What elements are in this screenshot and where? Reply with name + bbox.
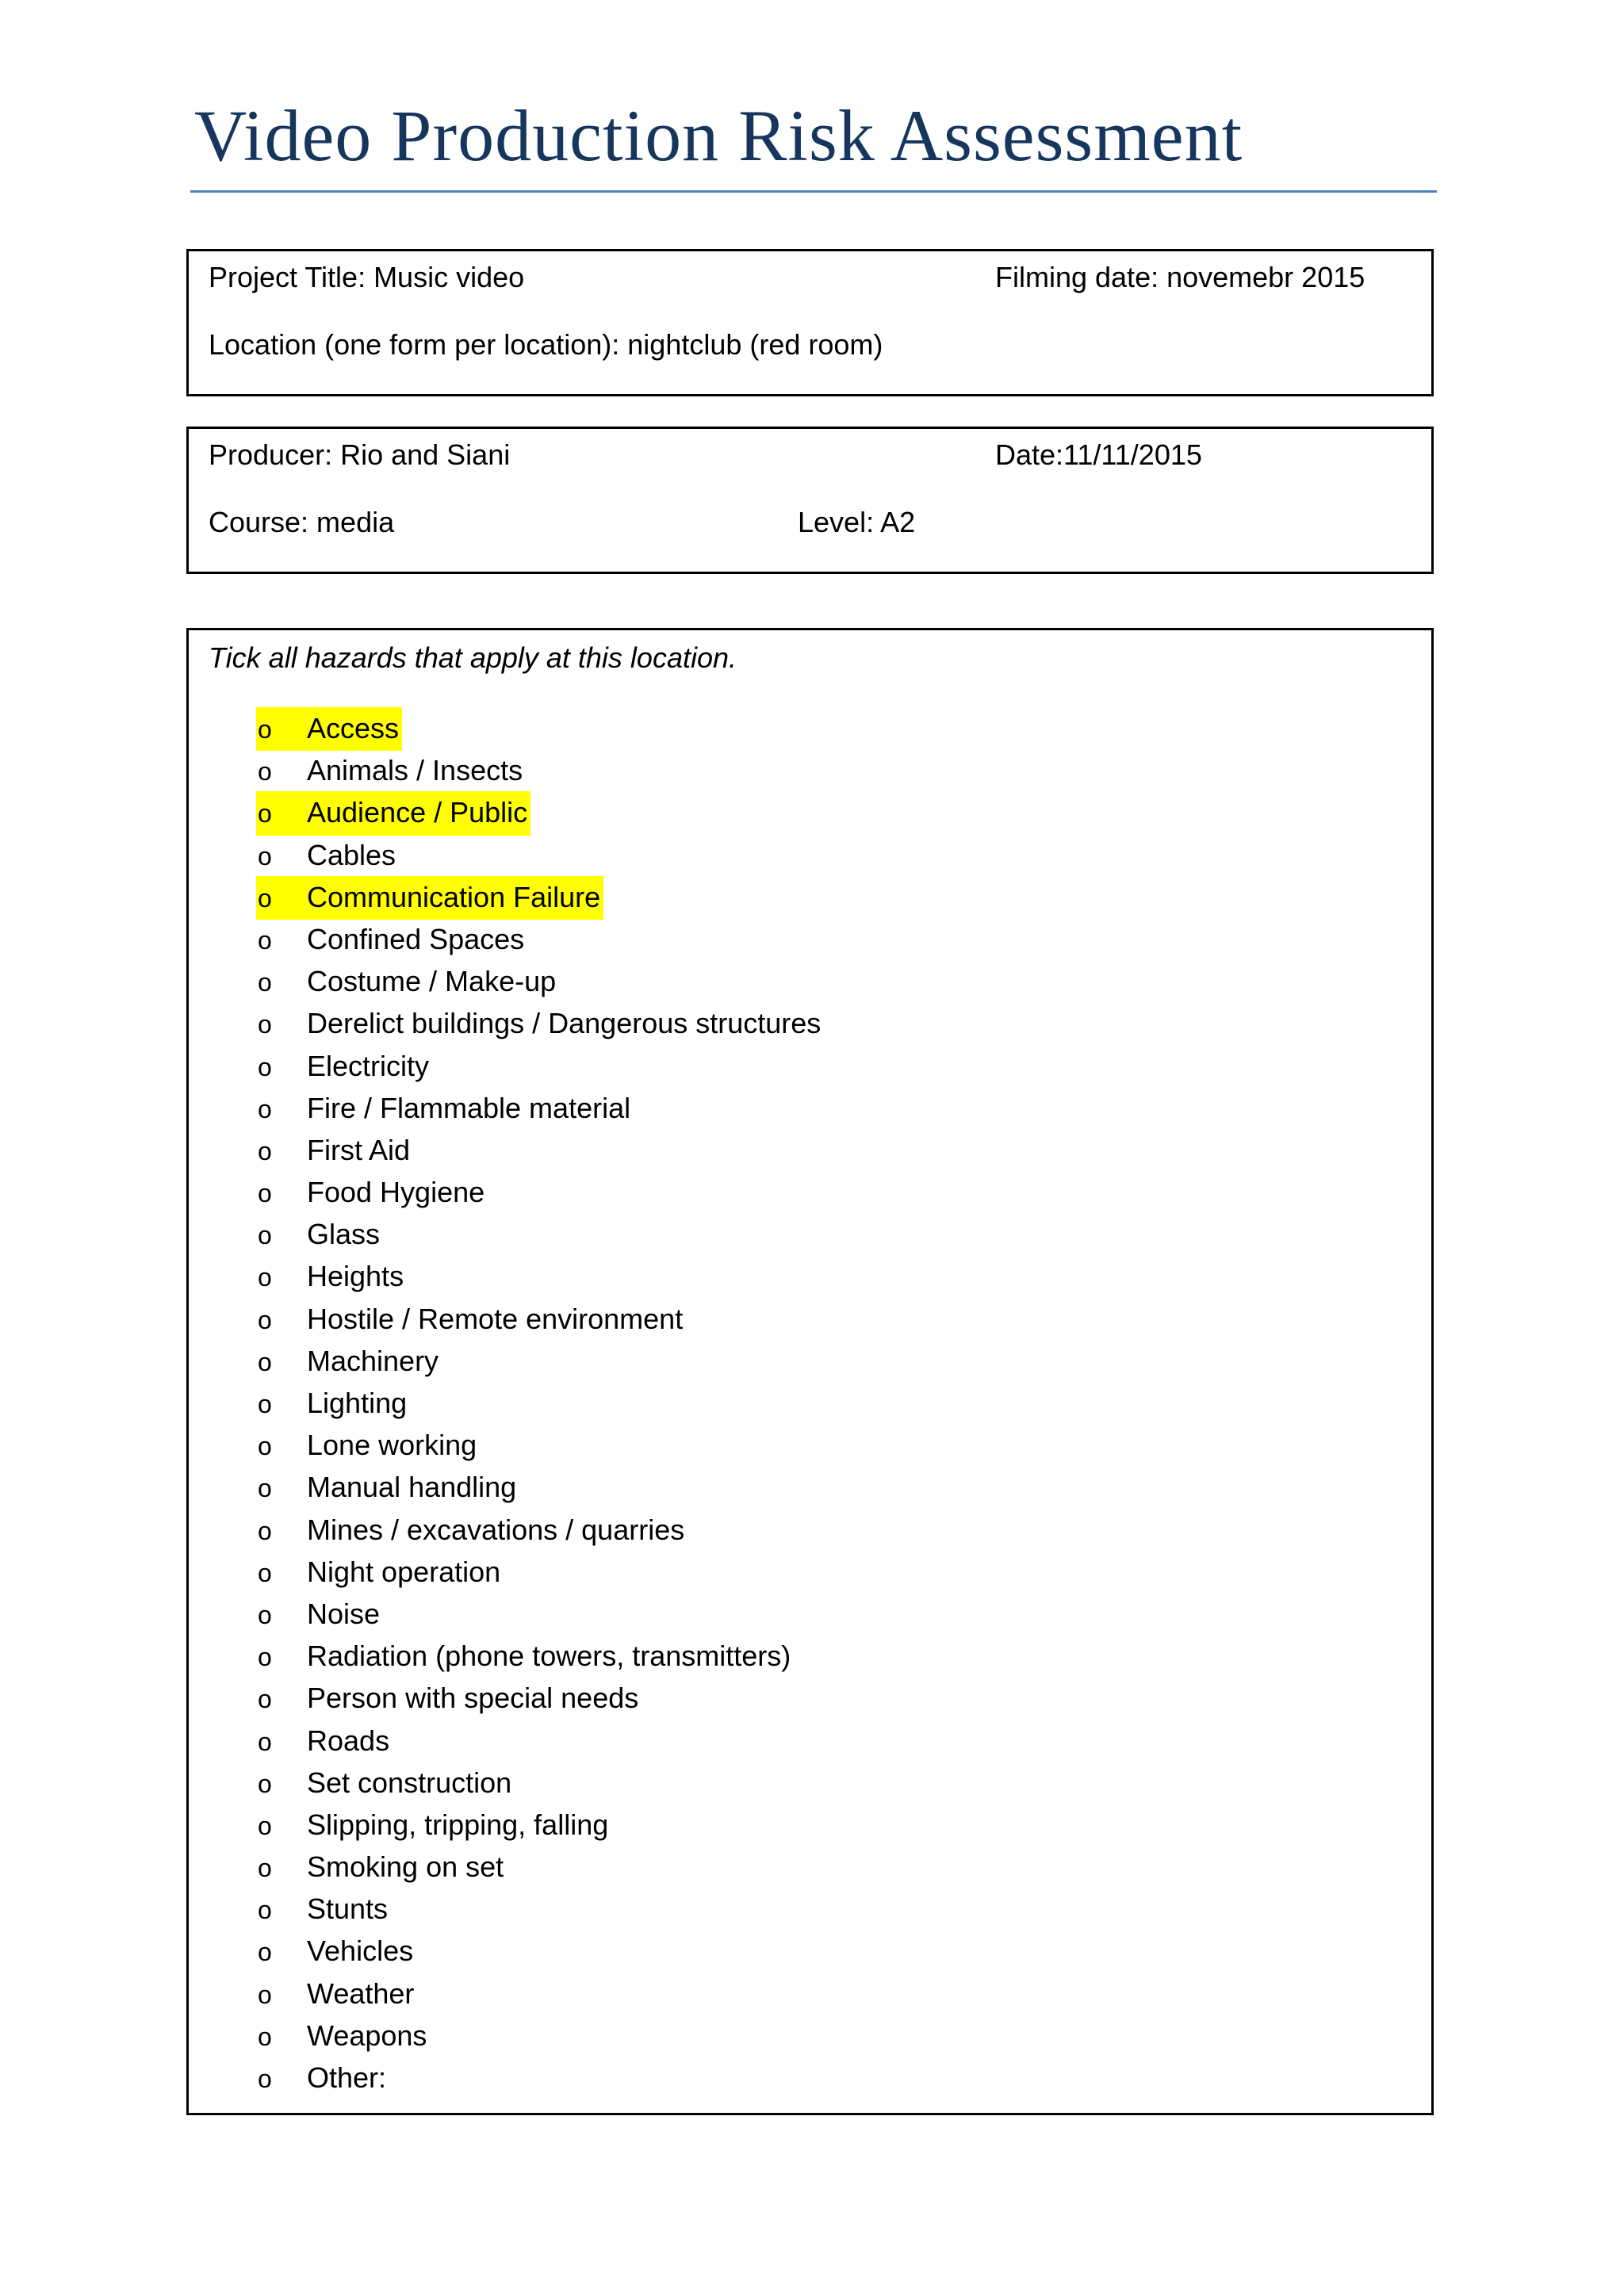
hazard-bullet: o xyxy=(258,925,272,955)
hazard-label: Fire / Flammable material xyxy=(307,1091,631,1124)
hazard-entry xyxy=(256,1255,407,1299)
hazard-bullet: o xyxy=(258,1938,272,1967)
hazard-bullet: o xyxy=(258,1094,272,1123)
hazard-label: Electricity xyxy=(307,1049,430,1082)
hazard-label: Lone working xyxy=(307,1429,477,1462)
hazard-item[interactable] xyxy=(256,960,824,1002)
hazard-label: Other: xyxy=(307,2061,387,2094)
hazard-entry xyxy=(256,1298,686,1341)
hazard-entry xyxy=(256,1424,480,1468)
hazard-label: Stunts xyxy=(307,1892,389,1926)
hazard-item[interactable] xyxy=(256,1424,824,1466)
hazard-entry xyxy=(256,834,399,878)
hazard-bullet: o xyxy=(258,1896,272,1925)
hazard-entry xyxy=(256,1551,504,1594)
hazard-item[interactable] xyxy=(256,876,824,918)
hazard-entry xyxy=(256,1720,393,1763)
hazard-highlight xyxy=(256,791,530,835)
hazard-item[interactable] xyxy=(256,1888,824,1930)
hazard-item[interactable] xyxy=(256,707,824,749)
hazards-instructions: Tick all hazards that apply at this location. xyxy=(209,641,737,674)
hazard-entry xyxy=(256,1930,416,1973)
hazard-item[interactable] xyxy=(256,1340,824,1382)
hazard-label: Confined Spaces xyxy=(307,922,525,955)
hazard-bullet: o xyxy=(258,2022,272,2051)
hazard-entry xyxy=(256,1635,794,1678)
hazard-bullet: o xyxy=(258,1980,272,2009)
hazard-item[interactable] xyxy=(256,1466,824,1508)
hazard-item[interactable] xyxy=(256,1930,824,1972)
hazard-item[interactable] xyxy=(256,1593,824,1635)
project-info-box xyxy=(186,249,1434,396)
hazard-item[interactable] xyxy=(256,1129,824,1171)
hazard-label: Smoking on set xyxy=(307,1850,504,1884)
hazard-bullet: o xyxy=(258,1305,272,1334)
hazard-entry xyxy=(256,960,559,1004)
hazard-item[interactable] xyxy=(256,1002,824,1044)
hazard-entry xyxy=(256,1804,611,1847)
hazard-bullet: o xyxy=(258,1854,272,1883)
hazard-label: Set construction xyxy=(307,1766,512,1799)
hazard-entry xyxy=(256,1762,515,1805)
hazard-item[interactable] xyxy=(256,1677,824,1719)
hazard-bullet: o xyxy=(258,1558,272,1587)
title-divider xyxy=(190,190,1437,193)
page-title: Video Production Risk Assessment xyxy=(194,95,1243,176)
hazard-label: First Aid xyxy=(307,1133,411,1166)
hazard-label: Derelict buildings / Dangerous structures xyxy=(307,1007,822,1040)
hazard-bullet: o xyxy=(258,1010,272,1039)
hazard-item[interactable] xyxy=(256,1804,824,1846)
hazard-item[interactable] xyxy=(256,1635,824,1677)
hazard-label: Lighting xyxy=(307,1387,408,1419)
hazard-item[interactable] xyxy=(256,1509,824,1551)
hazard-label: Cables xyxy=(307,838,396,871)
hazard-label: Roads xyxy=(307,1724,390,1757)
hazard-item[interactable] xyxy=(256,1762,824,1804)
hazard-bullet: o xyxy=(258,1136,272,1165)
producer-field: Producer: Rio and Siani xyxy=(209,438,511,471)
hazard-label: Mines / excavations / quarries xyxy=(307,1513,685,1546)
hazard-label: Audience / Public xyxy=(307,796,528,829)
hazard-entry xyxy=(256,918,527,962)
hazard-bullet: o xyxy=(258,1727,272,1756)
hazard-bullet: o xyxy=(258,1432,272,1461)
hazard-entry xyxy=(256,1382,410,1425)
hazard-item[interactable] xyxy=(256,1298,824,1340)
hazard-item[interactable] xyxy=(256,791,824,833)
hazard-entry xyxy=(256,1087,634,1131)
hazard-bullet: o xyxy=(258,2064,272,2093)
hazard-label: Communication Failure xyxy=(307,880,601,913)
hazard-entry xyxy=(256,1509,688,1552)
hazard-entry xyxy=(256,1593,383,1636)
hazard-bullet: o xyxy=(258,757,272,786)
hazard-bullet: o xyxy=(258,1179,272,1208)
hazard-bullet: o xyxy=(258,1390,272,1418)
hazard-label: Animals / Insects xyxy=(307,754,523,787)
hazard-bullet: o xyxy=(258,1600,272,1629)
hazard-label: Glass xyxy=(307,1218,381,1251)
hazard-entry xyxy=(256,1340,442,1383)
hazard-bullet: o xyxy=(258,968,272,997)
course-field: Course: media xyxy=(209,506,395,538)
hazard-label: Access xyxy=(307,712,400,744)
hazard-bullet: o xyxy=(258,1052,272,1081)
hazard-label: Weather xyxy=(307,1976,415,2010)
hazard-entry xyxy=(256,1846,507,1889)
hazard-bullet: o xyxy=(258,1221,272,1250)
hazard-label: Hostile / Remote environment xyxy=(307,1302,684,1335)
hazard-bullet: o xyxy=(258,1769,272,1798)
hazard-entry xyxy=(256,2015,430,2058)
hazard-entry xyxy=(256,1466,519,1510)
hazard-label: Noise xyxy=(307,1597,381,1630)
hazard-bullet: o xyxy=(258,1263,272,1292)
hazard-label: Radiation (phone towers, transmitters) xyxy=(307,1640,791,1673)
location-field: Location (one form per location): nightclub (red room) xyxy=(209,328,883,361)
hazard-label: Heights xyxy=(307,1260,404,1293)
hazard-item[interactable] xyxy=(256,1045,824,1087)
hazard-bullet: o xyxy=(258,841,272,871)
hazard-highlight xyxy=(256,707,402,751)
hazard-entry xyxy=(256,2057,389,2100)
hazard-highlight xyxy=(256,876,603,920)
hazard-item[interactable] xyxy=(256,1846,824,1888)
hazard-label: Night operation xyxy=(307,1555,501,1588)
hazard-bullet: o xyxy=(258,799,272,828)
filming-date-field: Filming date: novemebr 2015 xyxy=(995,261,1365,293)
hazard-entry xyxy=(256,1973,417,2016)
hazard-label: Person with special needs xyxy=(307,1682,639,1715)
hazard-bullet: o xyxy=(258,1685,272,1714)
hazard-bullet: o xyxy=(258,1643,272,1672)
hazard-label: Machinery xyxy=(307,1344,439,1377)
hazard-bullet: o xyxy=(258,715,272,744)
hazard-item[interactable] xyxy=(256,1973,824,2015)
hazard-label: Food Hygiene xyxy=(307,1176,485,1209)
hazard-entry xyxy=(256,749,526,793)
hazard-entry xyxy=(256,1045,432,1089)
hazard-item[interactable] xyxy=(256,2057,824,2099)
hazard-bullet: o xyxy=(258,883,272,913)
project-title-field: Project Title: Music video xyxy=(209,261,525,293)
hazard-item[interactable] xyxy=(256,1382,824,1424)
hazard-item[interactable] xyxy=(256,1213,824,1255)
hazard-item[interactable] xyxy=(256,1171,824,1213)
hazard-bullet: o xyxy=(258,1474,272,1503)
hazard-item[interactable] xyxy=(256,918,824,960)
hazard-item[interactable] xyxy=(256,1087,824,1129)
hazards-box xyxy=(186,628,1434,2115)
hazard-entry xyxy=(256,1002,824,1046)
producer-info-box xyxy=(186,427,1434,574)
hazard-label: Manual handling xyxy=(307,1471,517,1504)
hazard-list xyxy=(256,707,824,2099)
hazard-item[interactable] xyxy=(256,749,824,791)
hazard-label: Weapons xyxy=(307,2019,427,2052)
hazard-item[interactable] xyxy=(256,2015,824,2057)
date-field: Date:11/11/2015 xyxy=(995,438,1202,471)
hazard-bullet: o xyxy=(258,1811,272,1840)
hazard-item[interactable] xyxy=(256,834,824,876)
hazard-entry xyxy=(256,1129,413,1173)
hazard-entry xyxy=(256,1171,488,1215)
level-field: Level: A2 xyxy=(798,506,916,538)
hazard-label: Vehicles xyxy=(307,1934,414,1968)
hazard-entry xyxy=(256,1888,391,1931)
hazard-bullet: o xyxy=(258,1516,272,1545)
hazard-entry xyxy=(256,1213,383,1257)
hazard-item[interactable] xyxy=(256,1255,824,1297)
hazard-label: Slipping, tripping, falling xyxy=(307,1808,609,1841)
hazard-bullet: o xyxy=(258,1347,272,1376)
hazard-entry xyxy=(256,1677,642,1720)
hazard-item[interactable] xyxy=(256,1720,824,1762)
hazard-item[interactable] xyxy=(256,1551,824,1593)
hazard-label: Costume / Make-up xyxy=(307,965,557,998)
